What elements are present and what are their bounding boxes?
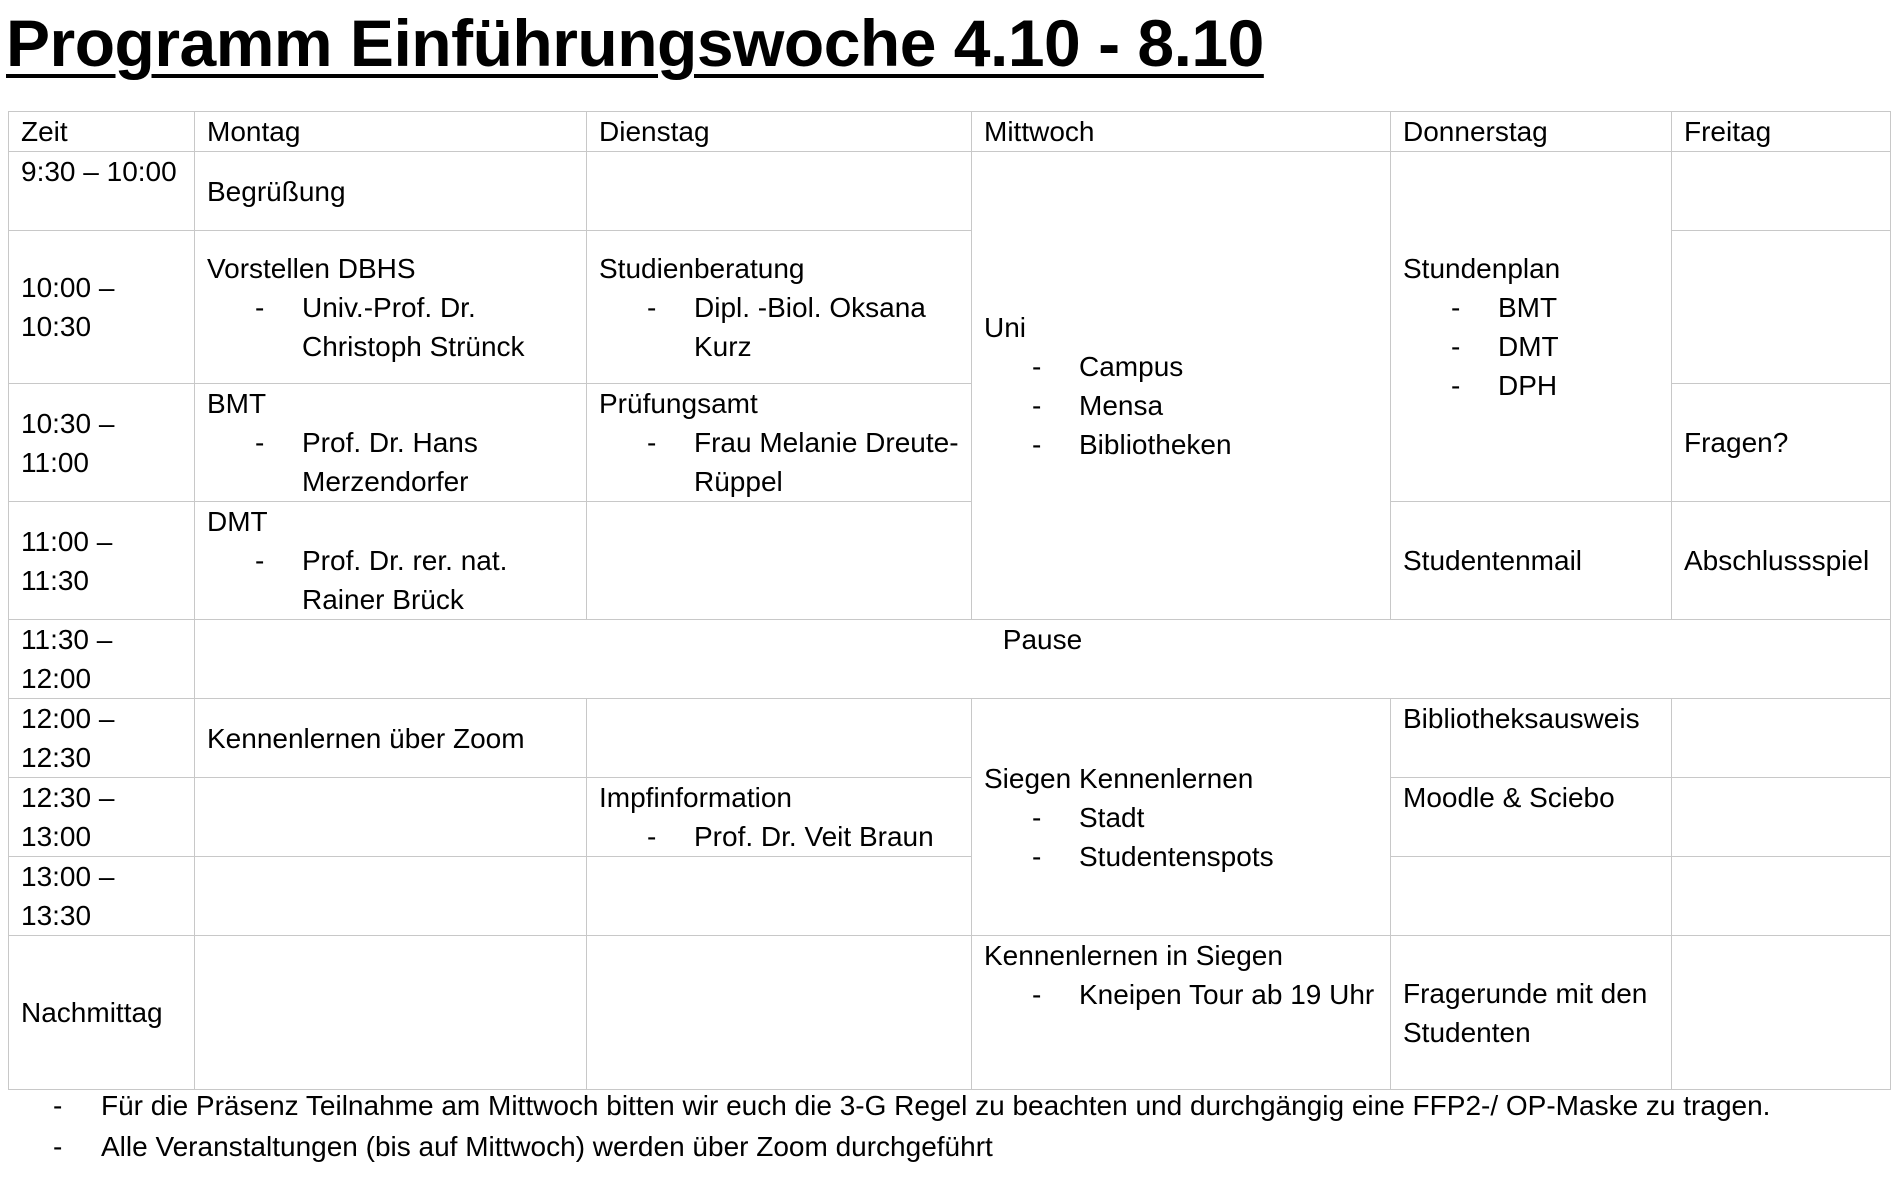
event-pruefungsamt xyxy=(587,384,972,502)
event-title: DMT xyxy=(207,506,268,537)
table-row xyxy=(9,502,1891,620)
event-begruessung: Begrüßung xyxy=(195,152,587,231)
list-item: - DPH xyxy=(1403,366,1659,405)
event-studentenmail: Studentenmail xyxy=(1391,502,1672,620)
empty-cell xyxy=(1672,699,1891,778)
table-row xyxy=(9,936,1891,1090)
event-list xyxy=(207,423,574,501)
table-header-row xyxy=(9,112,1891,152)
event-list xyxy=(1403,288,1659,405)
empty-cell xyxy=(1672,231,1891,384)
event-fragen: Fragen? xyxy=(1672,384,1891,502)
event-list xyxy=(984,975,1378,1014)
list-item: - Frau Melanie Dreute-Rüppel xyxy=(599,423,959,501)
time-cell: 10:00 – 10:30 xyxy=(9,231,195,384)
event-kennenlernen-zoom: Kennenlernen über Zoom xyxy=(195,699,587,778)
event-studienberatung xyxy=(587,231,972,384)
event-uni xyxy=(972,152,1391,620)
event-title: Stundenplan xyxy=(1403,252,1561,284)
event-title: Uni xyxy=(984,311,1027,343)
time-cell: 9:30 – 10:00 xyxy=(9,152,195,231)
empty-cell xyxy=(1672,936,1891,1090)
event-list xyxy=(599,817,959,856)
list-item: - Mensa xyxy=(984,386,1378,425)
event-pause: Pause xyxy=(195,620,1891,699)
list-item: - Bibliotheken xyxy=(984,425,1378,464)
event-title: Siegen Kennenlernen xyxy=(984,762,1254,794)
empty-cell xyxy=(1391,857,1672,936)
time-cell: 12:30 – 13:00 xyxy=(9,778,195,857)
event-title: Kennenlernen in Siegen xyxy=(984,940,1283,971)
time-cell: 10:30 – 11:00 xyxy=(9,384,195,502)
event-title: BMT xyxy=(207,388,267,419)
list-item: - Campus xyxy=(984,347,1378,386)
time-cell: 11:30 – 12:00 xyxy=(9,620,195,699)
time-cell: 13:00 – 13:30 xyxy=(9,857,195,936)
event-list xyxy=(984,347,1378,464)
empty-cell xyxy=(195,936,587,1090)
list-item: - Dipl. -Biol. Oksana Kurz xyxy=(599,288,959,366)
table-row xyxy=(9,778,1891,857)
event-bmt xyxy=(195,384,587,502)
event-title: Prüfungsamt xyxy=(599,388,758,419)
event-list xyxy=(599,288,959,366)
note-item: - Alle Veranstaltungen (bis auf Mittwoch) werden über Zoom durchgeführt xyxy=(0,1126,1896,1167)
event-list xyxy=(599,423,959,501)
event-siegen-kennenlernen xyxy=(972,699,1391,936)
time-cell: 12:00 – 12:30 xyxy=(9,699,195,778)
list-item: - Prof. Dr. rer. nat. Rainer Brück xyxy=(207,541,574,619)
table-row xyxy=(9,620,1891,699)
event-list xyxy=(207,288,574,366)
event-list xyxy=(984,798,1378,876)
empty-cell xyxy=(587,502,972,620)
event-abschlussspiel: Abschlussspiel xyxy=(1672,502,1891,620)
event-kennenlernen-siegen xyxy=(972,936,1391,1090)
list-item: - Univ.-Prof. Dr. Christoph Strünck xyxy=(207,288,574,366)
empty-cell xyxy=(587,152,972,231)
list-item: - Kneipen Tour ab 19 Uhr xyxy=(984,975,1378,1014)
list-item: - Prof. Dr. Hans Merzendorfer xyxy=(207,423,574,501)
time-cell: Nachmittag xyxy=(9,936,195,1090)
list-item: - Prof. Dr. Veit Braun xyxy=(599,817,959,856)
page-title: Programm Einführungswoche 4.10 - 8.10 xyxy=(6,6,1264,80)
header-mittwoch: Mittwoch xyxy=(972,112,1391,152)
event-title: Impfinformation xyxy=(599,782,792,813)
event-fragerunde: Fragerunde mit den Studenten xyxy=(1391,936,1672,1090)
empty-cell xyxy=(1672,152,1891,231)
empty-cell xyxy=(1672,778,1891,857)
header-montag: Montag xyxy=(195,112,587,152)
schedule-table xyxy=(8,111,1891,1090)
empty-cell xyxy=(195,857,587,936)
event-dmt xyxy=(195,502,587,620)
list-item: - BMT xyxy=(1403,288,1659,327)
empty-cell xyxy=(587,699,972,778)
time-cell: 11:00 – 11:30 xyxy=(9,502,195,620)
event-vorstellen-dbhs xyxy=(195,231,587,384)
header-freitag: Freitag xyxy=(1672,112,1891,152)
header-dienstag: Dienstag xyxy=(587,112,972,152)
table-row xyxy=(9,152,1891,231)
event-moodle-sciebo: Moodle & Sciebo xyxy=(1391,778,1672,857)
event-impfinformation xyxy=(587,778,972,857)
event-list xyxy=(207,541,574,619)
list-item: - Studentenspots xyxy=(984,837,1378,876)
event-bibliotheksausweis: Bibliotheksausweis xyxy=(1391,699,1672,778)
list-item: - Stadt xyxy=(984,798,1378,837)
header-zeit: Zeit xyxy=(9,112,195,152)
list-item: - DMT xyxy=(1403,327,1659,366)
table-row xyxy=(9,857,1891,936)
empty-cell xyxy=(195,778,587,857)
table-row xyxy=(9,699,1891,778)
header-donnerstag: Donnerstag xyxy=(1391,112,1672,152)
event-title: Studienberatung xyxy=(599,252,805,284)
empty-cell xyxy=(587,936,972,1090)
event-title: Vorstellen DBHS xyxy=(207,252,416,284)
empty-cell xyxy=(1672,857,1891,936)
note-item: - Für die Präsenz Teilnahme am Mittwoch bitten wir euch die 3-G Regel zu beachten und durchgängig eine FFP2-/ OP-Maske zu tragen. xyxy=(0,1085,1896,1126)
notes-list xyxy=(0,1085,1896,1167)
event-stundenplan xyxy=(1391,152,1672,502)
empty-cell xyxy=(587,857,972,936)
